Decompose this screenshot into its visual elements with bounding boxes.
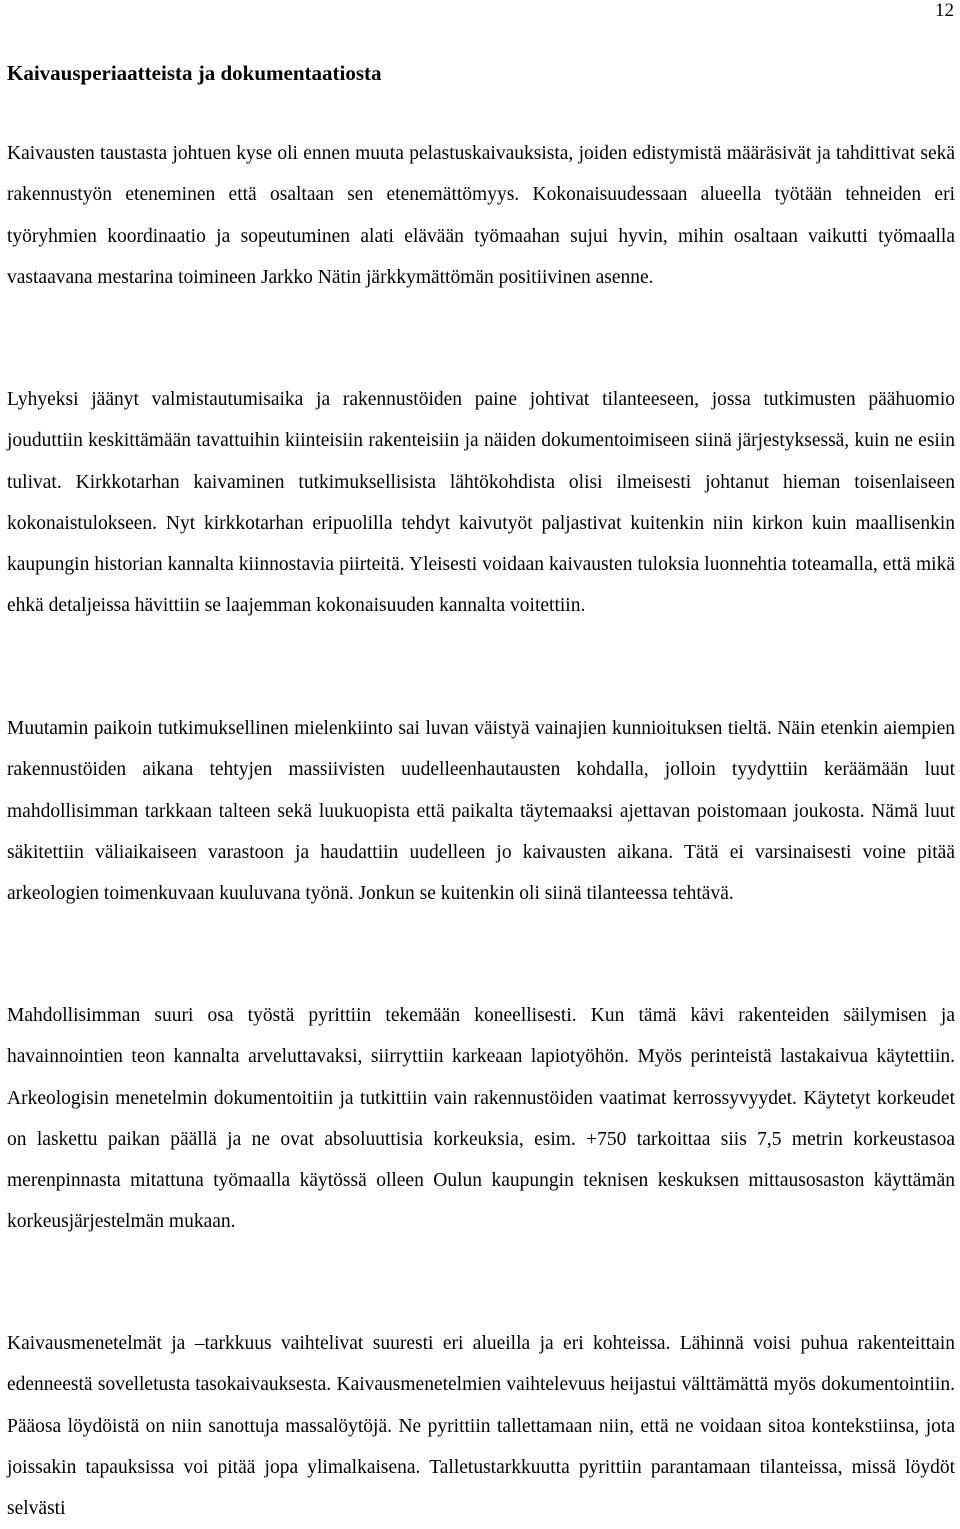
section-heading: Kaivausperiaatteista ja dokumentaatiosta bbox=[7, 61, 382, 85]
paragraph-4: Mahdollisimman suuri osa työstä pyrittiin tekemään koneellisesti. Kun tämä kävi rakenteiden säilymisen ja havainnointien teon kannalta arveluttavaksi, siirryttiin karkeaan lapiotyöhön. Myös perinteistä lastakaivua käytettiin. Arkeologisin menetelmin dokumentoitiin ja tutkittiin vain rakennustöiden vaatimat kerrossyvyydet. Käytetyt korkeudet on laskettu paikan päällä ja ne ovat absoluuttisia korkeuksia, esim. +750 tarkoittaa siis 7,5 metrin korkeustasoa merenpinnasta mitattuna työmaalla käytössä olleen Oulun kaupungin teknisen keskuksen mittausosaston käyttämän korkeusjärjestelmän mukaan. bbox=[7, 1005, 955, 1233]
paragraph-5: Kaivausmenetelmät ja –tarkkuus vaihtelivat suuresti eri alueilla ja eri kohteissa. Lähinnä voisi puhua rakenteittain edenneestä sovelletusta tasokaivauksesta. Kaivausmenetelmien vaihtelevuus heijastui välttämättä myös dokumentointiin. Pääosa löydöistä on niin sanottuja massalöytöjä. Ne pyrittiin tallettamaan niin, että ne voidaan sitoa kontekstiinsa, jota joissakin tapauksissa voi pitää jopa ylimalkaisena. Talletustarkkuutta pyrittiin parantamaan tilanteissa, missä löydöt selvästi bbox=[7, 1333, 955, 1520]
paragraph-1: Kaivausten taustasta johtuen kyse oli ennen muuta pelastuskaivauksista, joiden edistymistä määräsivät ja tahdittivat sekä rakennustyön eteneminen että osaltaan sen etenemättömyys. Kokonaisuudessaan alueella työtään tehneiden eri työryhmien koordinaatio ja sopeutuminen alati elävään työmaahan sujui hyvin, mihin osaltaan vaikutti työmaalla vastaavana mestarina toimineen Jarkko Nätin järkkymättömän positiivinen asenne. bbox=[7, 143, 955, 288]
paragraph-3: Muutamin paikoin tutkimuksellinen mielenkiinto sai luvan väistyä vainajien kunnioituksen tieltä. Näin etenkin aiempien rakennustöiden aikana tehtyjen massiivisten uudelleenhautausten kohdalla, jolloin tyydyttiin keräämään luut mahdollisimman tarkkaan talteen sekä luukuopista että paikalta täytemaaksi ajettavan poistomaan joukosta. Nämä luut säkitettiin väliaikaiseen varastoon ja haudattiin uudelleen jo kaivausten aikana. Tätä ei varsinaisesti voine pitää arkeologien toimenkuvaan kuuluvana työnä. Jonkun se kuitenkin oli siinä tilanteessa tehtävä. bbox=[7, 718, 955, 905]
paragraph-2: Lyhyeksi jäänyt valmistautumisaika ja rakennustöiden paine johtivat tilanteeseen, jossa tutkimusten päähuomio jouduttiin keskittämään tavattuihin kiinteisiin rakenteisiin ja näiden dokumentoimiseen siinä järjestyksessä, kuin ne esiin tulivat. Kirkkotarhan kaivaminen tutkimuksellisista lähtökohdista olisi ilmeisesti johtanut hieman toisenlaiseen kokonaistulokseen. Nyt kirkkotarhan eripuolilla tehdyt kaivutyöt paljastivat kuitenkin niin kirkon kuin maallisenkin kaupungin historian kannalta kiinnostavia piirteitä. Yleisesti voidaan kaivausten tuloksia luonnehtia toteamalla, että mikä ehkä detaljeissa hävittiin se laajemman kokonaisuuden kannalta voitettiin. bbox=[7, 389, 955, 617]
page-number: 12 bbox=[935, 0, 954, 21]
